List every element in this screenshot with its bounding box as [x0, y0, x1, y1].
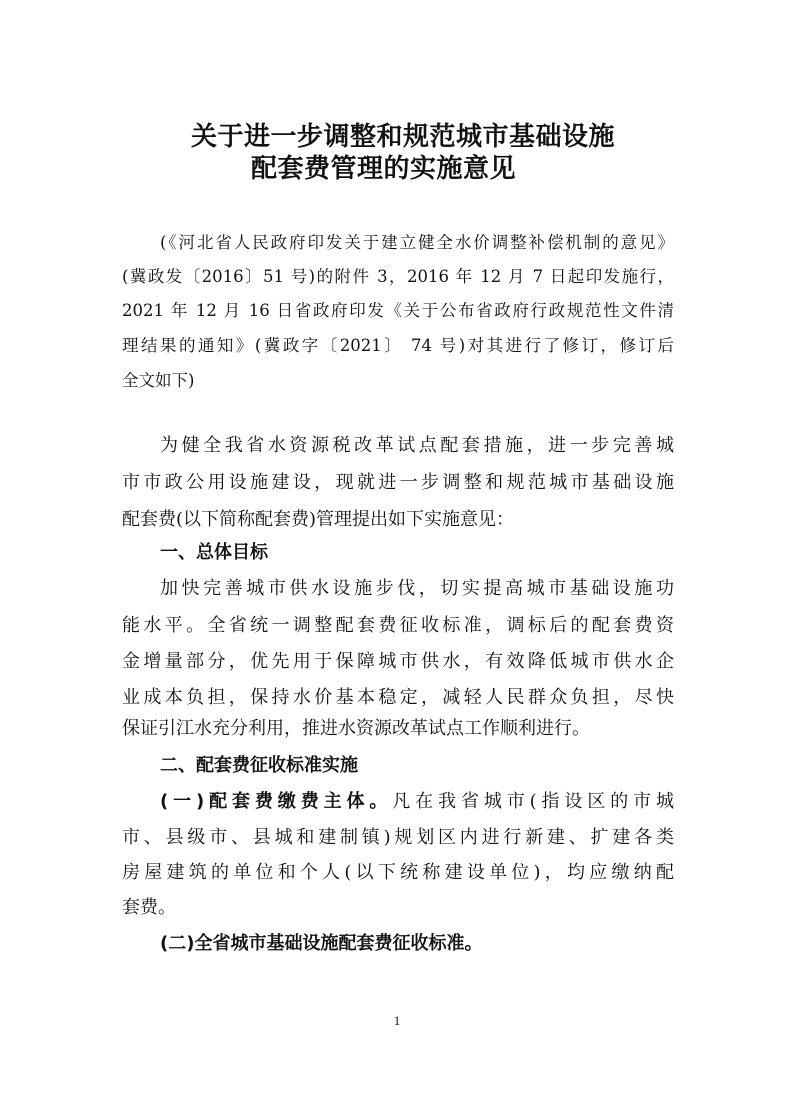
revision-note-line: 理结果的通知》(冀政字〔2021〕 74 号)对其进行了修订，修订后 — [122, 336, 674, 355]
item-1-text: 凡在我省城市(指设区的市城 — [392, 791, 674, 812]
page-number: 1 — [393, 1013, 401, 1028]
section-heading-1: 一、总体目标 — [160, 542, 268, 563]
paragraph-line: 金增量部分，优先用于保障城市供水，有效降低城市供水企 — [122, 651, 674, 672]
document-title-line-2: 配套费管理的实施意见 — [251, 154, 517, 184]
item-1-lead: (一)配套费缴费主体。 — [160, 791, 393, 812]
paragraph-line — [160, 790, 674, 814]
paragraph-line: 能水平。全省统一调整配套费征收标准，调标后的配套费资 — [122, 615, 674, 636]
item-2-heading: (二)全省城市基础设施配套费征收标准。 — [160, 933, 483, 954]
revision-note-line: 全文如下) — [122, 371, 195, 390]
paragraph-line: 加快完善城市供水设施步伐，切实提高城市基础设施功 — [160, 578, 674, 599]
paragraph-line: 市市政公用设施建设，现就进一步调整和规范城市基础设施 — [122, 472, 674, 493]
paragraph-line: 配套费(以下简称配套费)管理提出如下实施意见： — [122, 509, 515, 530]
revision-note-line: 2021 年 12 月 16 日省政府印发《关于公布省政府行政规范性文件清 — [122, 301, 674, 320]
paragraph-line: 业成本负担，保持水价基本稳定，减轻人民群众负担，尽快 — [122, 687, 674, 708]
paragraph-line: 套费。 — [122, 897, 176, 918]
revision-note-line: (冀政发〔2016〕51 号)的附件 3，2016 年 12 月 7 日起印发施行， — [122, 267, 674, 286]
section-heading-2: 二、配套费征收标准实施 — [160, 755, 358, 776]
paragraph-line: 房屋建筑的单位和个人(以下统称建设单位)，均应缴纳配 — [122, 862, 674, 883]
paragraph-line: 市、县级市、县城和建制镇)规划区内进行新建、扩建各类 — [122, 827, 674, 848]
paragraph-line: 保证引江水充分利用，推进水资源改革试点工作顺利进行。 — [122, 718, 590, 739]
document-title-line-1: 关于进一步调整和规范城市基础设施 — [191, 122, 616, 152]
revision-note-line: (《河北省人民政府印发关于建立健全水价调整补偿机制的意见》 — [160, 233, 674, 252]
paragraph-line: 为健全我省水资源税改革试点配套措施，进一步完善城 — [160, 435, 674, 456]
